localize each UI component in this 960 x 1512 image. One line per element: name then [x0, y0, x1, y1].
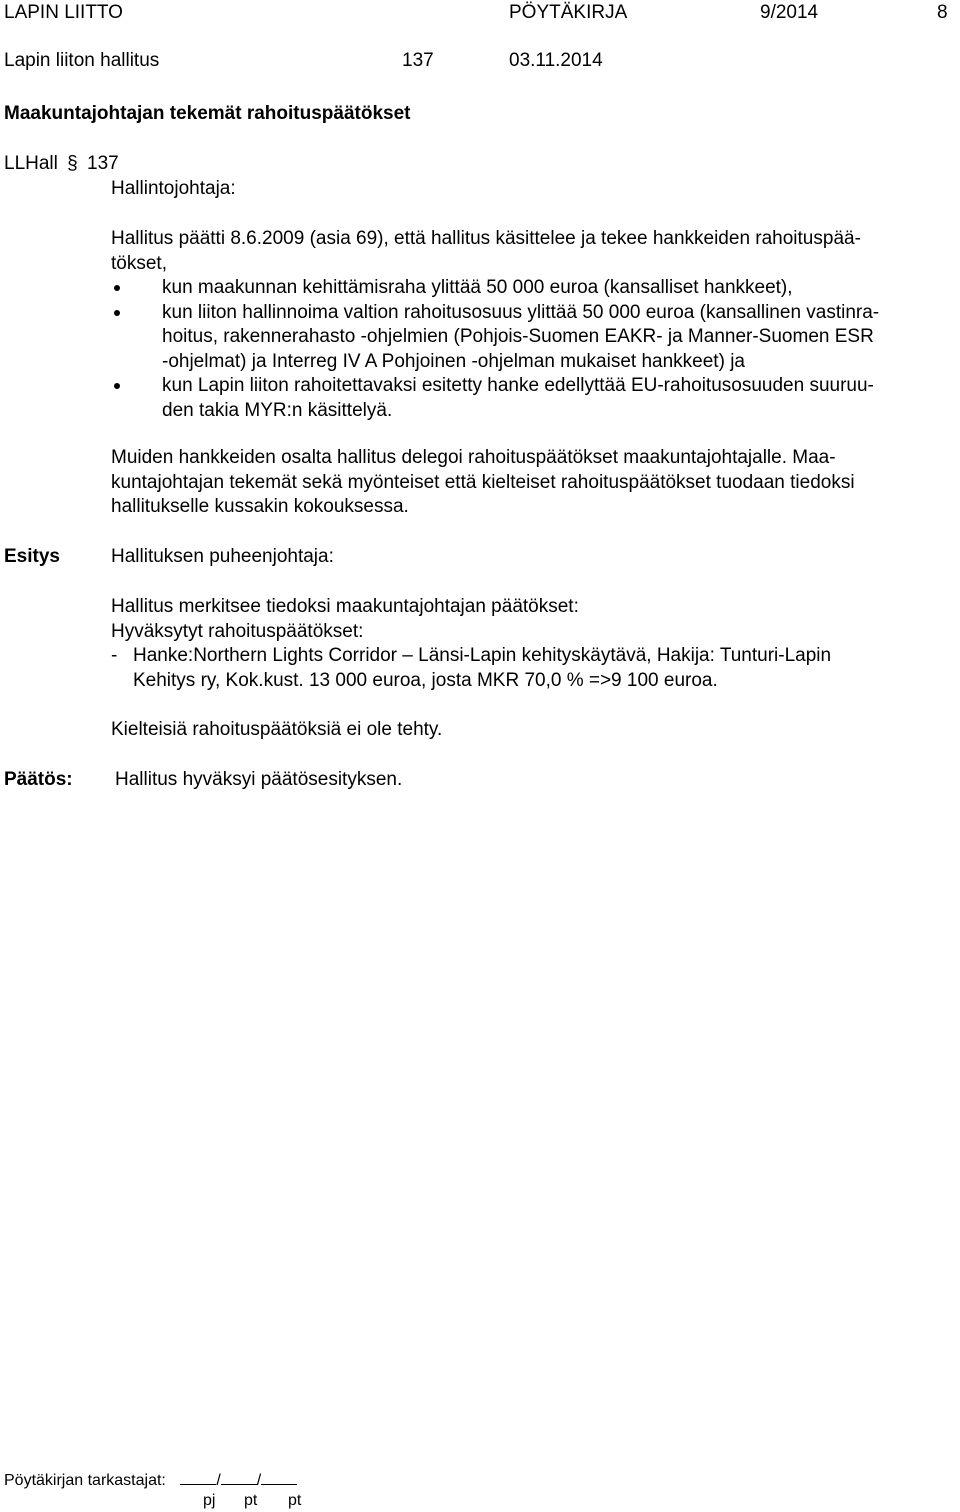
text-line: -ohjelmat) ja Interreg IV A Pohjoinen -ohjelman mukaiset hankkeet) ja	[162, 350, 745, 372]
slash: /	[216, 1472, 221, 1489]
text-line: kun liiton hallinnoima valtion rahoitusosuus ylittää 50 000 euroa (kansallinen vastinra-	[162, 301, 880, 323]
decision-text: Hallitus hyväksyi päätösesityksen.	[115, 769, 403, 790]
checkers-label: Pöytäkirjan tarkastajat:	[4, 1472, 166, 1489]
bullet-icon	[114, 285, 120, 291]
dash-marker: -	[111, 645, 118, 667]
reference-number: 137	[87, 153, 119, 174]
reference-line	[4, 152, 119, 176]
proposal-presenter: Hallituksen puheenjohtaja:	[111, 546, 334, 567]
text-line: Hallitus merkitsee tiedoksi maakuntajohtajan päätökset:	[111, 596, 579, 617]
text-line: Hanke:Northern Lights Corridor – Länsi-Lapin kehityskäytävä, Hakija: Tunturi-Lapin	[133, 645, 832, 667]
text-line: kun Lapin liiton rahoitettavaksi esitetty hanke edellyttää EU-rahoitusosuuden suuruu-	[162, 375, 874, 397]
bullet-icon	[114, 310, 120, 316]
slash: /	[256, 1472, 262, 1489]
header-doc-type: PÖYTÄKIRJA	[509, 2, 628, 23]
header-org: LAPIN LIITTO	[4, 2, 123, 23]
text-line: hoitus, rakennerahasto -ohjelmien (Pohjois-Suomen EAKR- ja Manner-Suomen ESR	[162, 326, 874, 348]
bullet-icon	[114, 383, 120, 389]
text-line: hallitukselle kussakin kokouksessa.	[111, 496, 409, 518]
initials-pt: pt	[244, 1492, 258, 1509]
initials-pt: pt	[288, 1492, 302, 1509]
decision-label: Päätös:	[4, 769, 73, 790]
signature-blank	[221, 1468, 257, 1485]
rejected-note: Kielteisiä rahoituspäätöksiä ei ole tehty.	[111, 719, 443, 740]
page-title: Maakuntajohtajan tekemät rahoituspäätökset	[4, 103, 411, 124]
reference-code: LLHall	[4, 153, 58, 174]
text-line: Kehitys ry, Kok.kust. 13 000 euroa, josta MKR 70,0 % =>9 100 euroa.	[133, 669, 718, 691]
header-body-name: Lapin liiton hallitus	[4, 50, 160, 71]
header-date: 03.11.2014	[509, 50, 603, 71]
header-section-number: 137	[402, 50, 434, 71]
text-line: Hyväksytyt rahoituspäätökset:	[111, 620, 364, 642]
text-line: Hallitus päätti 8.6.2009 (asia 69), että hallitus käsittelee ja tekee hankkeiden rahoituspää-	[111, 228, 861, 249]
text-line: kun maakunnan kehittämisraha ylittää 50 000 euroa (kansalliset hankkeet),	[162, 277, 793, 298]
reference-presenter: Hallintojohtaja:	[111, 178, 236, 199]
section-sign: §	[67, 153, 78, 174]
text-line: tökset,	[111, 252, 167, 274]
header-page-number: 8	[937, 2, 948, 23]
signature-blank	[261, 1468, 297, 1485]
proposal-label: Esitys	[4, 546, 60, 567]
header-doc-no: 9/2014	[760, 2, 819, 23]
footer-checkers	[4, 1468, 297, 1492]
text-line: kuntajohtajan tekemät sekä myönteiset että kielteiset rahoituspäätökset tuodaan tiedoksi	[111, 471, 855, 493]
signature-blank	[180, 1468, 216, 1485]
text-line: den takia MYR:n käsittelyä.	[162, 400, 393, 421]
initials-pj: pj	[203, 1492, 216, 1509]
text-line: Muiden hankkeiden osalta hallitus delegoi rahoituspäätökset maakuntajohtajalle. Maa-	[111, 447, 836, 468]
